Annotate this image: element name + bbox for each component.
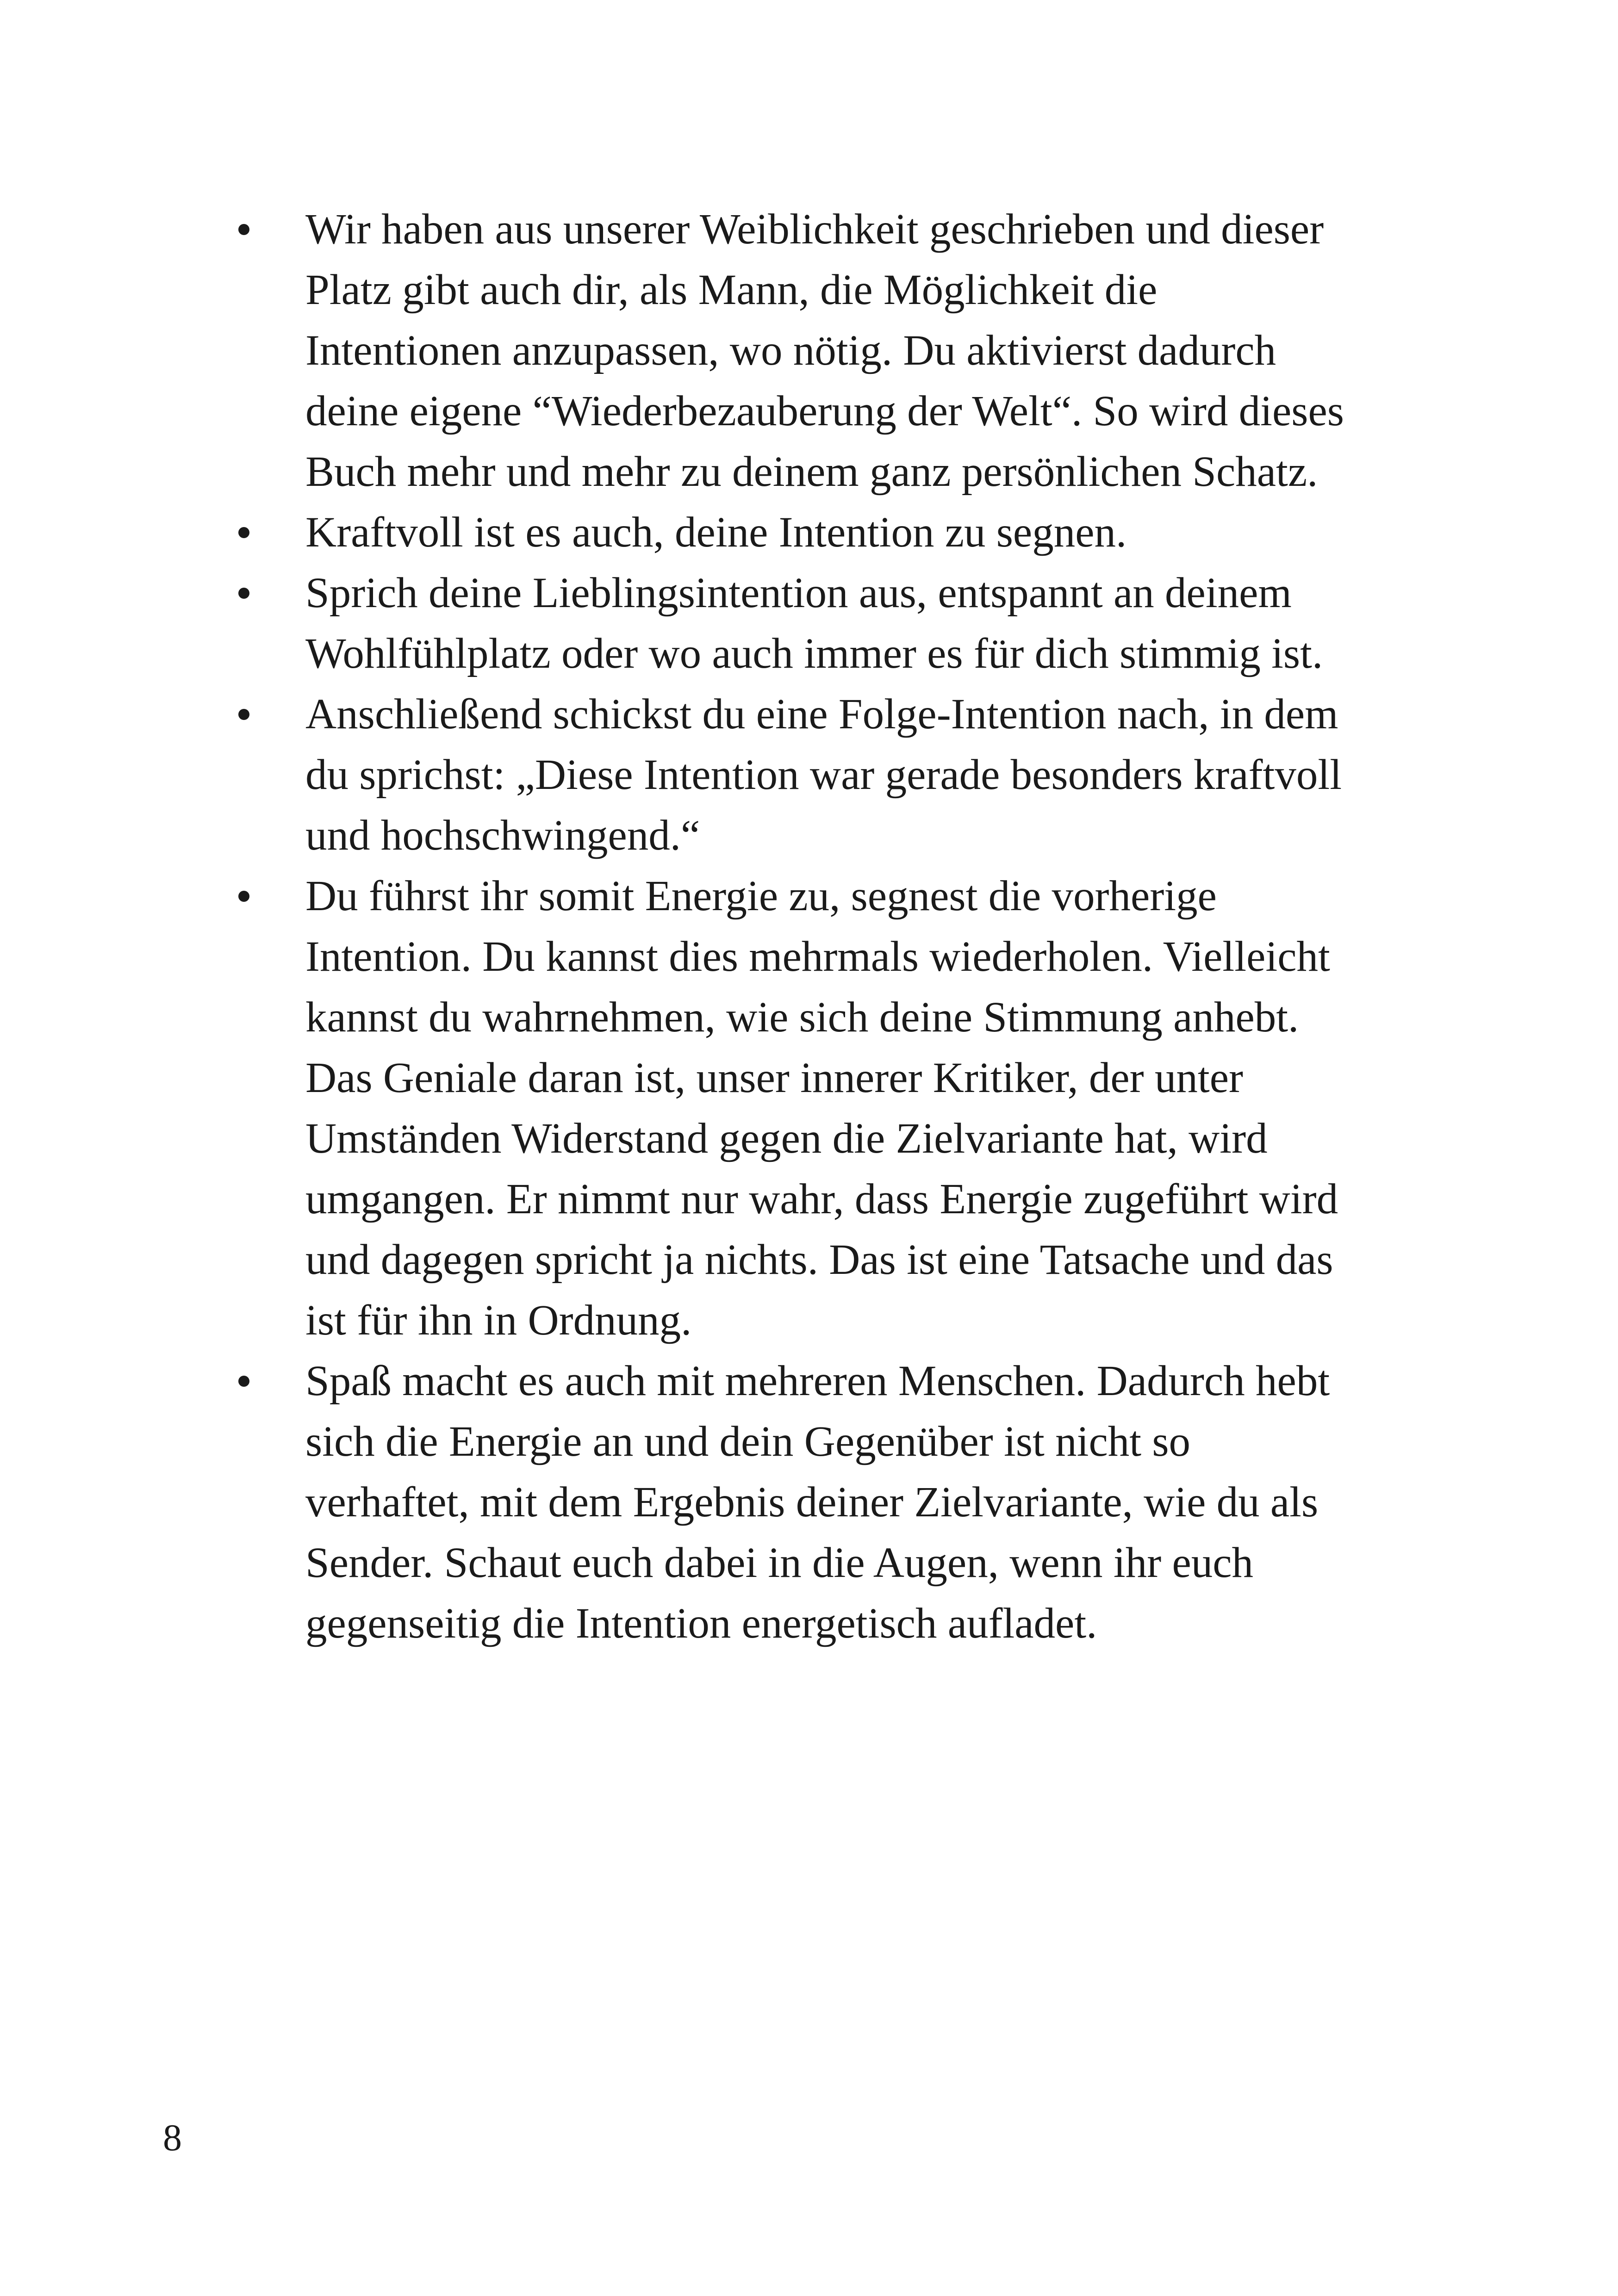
list-item-text: Sprich deine Lieblingsintention aus, entspannt an deinem Wohlfühlplatz oder wo auch immer es für dich stimmig ist.	[305, 569, 1323, 677]
bullet-icon	[238, 527, 249, 538]
page-number: 8	[163, 2116, 182, 2159]
bullet-icon	[238, 709, 249, 720]
bullet-icon	[238, 891, 249, 902]
bullet-icon	[238, 224, 249, 235]
list-item-text: Wir haben aus unserer Weiblichkeit geschrieben und dieser Platz gibt auch dir, als Mann, die Möglichkeit die Intentionen anzupassen, wo nötig. Du aktivierst dadurch deine eigene “Wiederbezauberung der Welt“. So wird dieses Buch mehr und mehr zu deinem ganz persönlichen Schatz.	[305, 205, 1344, 496]
bullet-icon	[238, 588, 249, 599]
list-item-text: Kraftvoll ist es auch, deine Intention zu segnen.	[305, 509, 1127, 556]
list-item-text: Anschließend schickst du eine Folge-Intention nach, in dem du sprichst: „Diese Intention war gerade besonders kraftvoll und hochschwingend.“	[305, 690, 1342, 859]
bullet-list	[234, 199, 1363, 1654]
list-item-text: Du führst ihr somit Energie zu, segnest die vorherige Intention. Du kannst dies mehrmals wiederholen. Vielleicht kannst du wahrnehmen, wie sich deine Stimmung anhebt. Das Geniale daran ist, unser innerer Kritiker, der unter Umständen Widerstand gegen die Zielvariante hat, wird umgangen. Er nimmt nur wahr, dass Energie zugeführt wird und dagegen spricht ja nichts. Das ist eine Tatsache und das ist für ihn in Ordnung.	[305, 872, 1338, 1344]
bullet-icon	[238, 1376, 249, 1387]
list-item-text: Spaß macht es auch mit mehreren Menschen. Dadurch hebt sich die Energie an und dein Gegenüber ist nicht so verhaftet, mit dem Ergebnis deiner Zielvariante, wie du als Sender. Schaut euch dabei in die Augen, wenn ihr euch gegenseitig die Intention energetisch aufladet.	[305, 1357, 1330, 1647]
list-item	[234, 502, 1363, 563]
list-item	[234, 866, 1363, 1351]
list-item	[234, 1351, 1363, 1654]
list-item	[234, 684, 1363, 866]
list-item	[234, 563, 1363, 684]
list-item	[234, 199, 1363, 502]
